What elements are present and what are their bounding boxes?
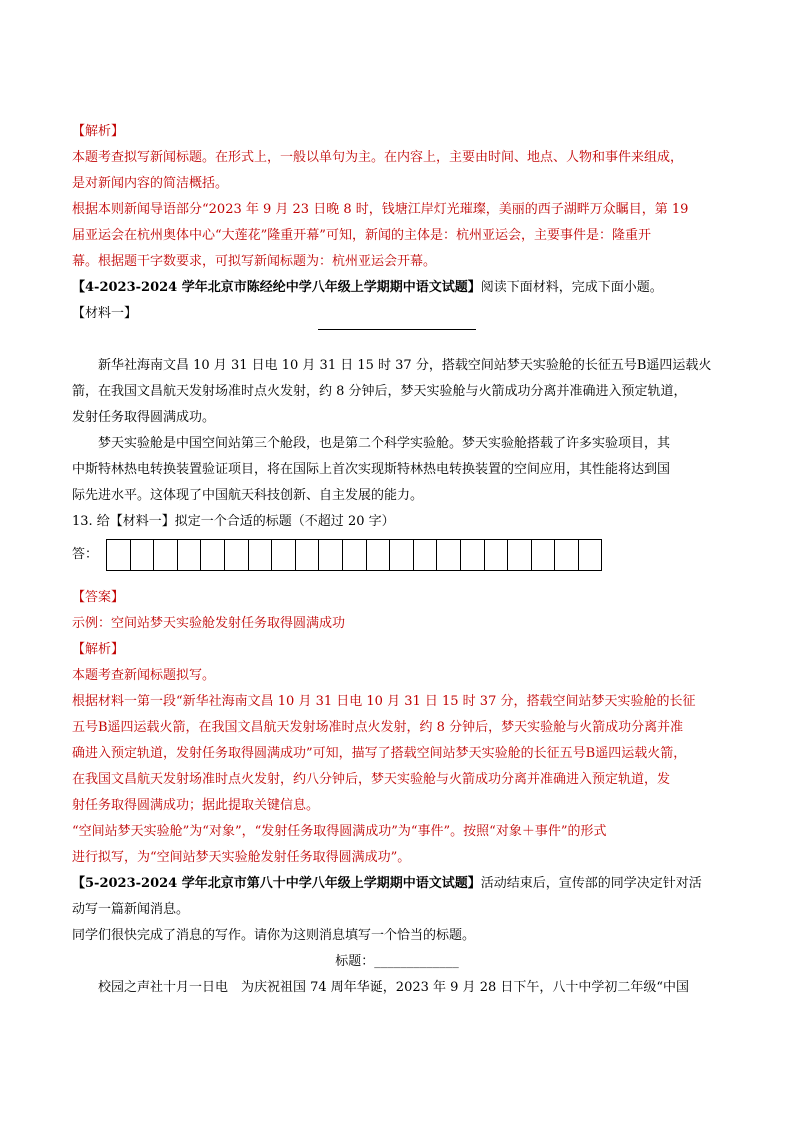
material-paragraph-line: 际先进水平。这体现了中国航天科技创新、自主发展的能力。 xyxy=(72,488,424,503)
material-paragraph-line: 梦天实验舱是中国空间站第三个舱段，也是第二个科学实验舱。梦天实验舱搭载了许多实验项目，其 xyxy=(98,436,671,451)
analysis-heading: 【解析】 xyxy=(72,124,125,139)
question-prompt-line: 同学们很快完成了消息的写作。请你为这则消息填写一个恰当的标题。 xyxy=(72,928,476,943)
title-blank-line xyxy=(318,329,476,330)
answer-box[interactable] xyxy=(200,539,225,571)
answer-box[interactable] xyxy=(271,539,296,571)
answer-box[interactable] xyxy=(484,539,509,571)
answer-box[interactable] xyxy=(531,539,556,571)
news-body-line: 校园之声社十月一日电 为庆祝祖国 74 周年华诞，2023 年 9 月 28 日下午，八十中学初二年级“中国 xyxy=(98,980,690,995)
material-paragraph-line: 新华社海南文昌 10 月 31 日电 10 月 31 日 15 时 37 分，搭载空间站梦天实验舱的长征五号B遥四运载火 xyxy=(98,358,712,373)
analysis-line: 在我国文昌航天发射场准时点火发射，约八分钟后，梦天实验舱与火箭成功分离并准确进入预定轨道，发 xyxy=(72,772,671,787)
analysis-line: 根据本则新闻导语部分“2023 年 9 月 23 日晚 8 时，钱塘江岸灯光璀璨，美丽的西子湖畔万众瞩目，第 19 xyxy=(72,202,689,217)
analysis-line: 根据材料一第一段“新华社海南文昌 10 月 31 日电 10 月 31 日 15 时 37 分，搭载空间站梦天实验舱的长征 xyxy=(72,694,696,709)
analysis-heading: 【解析】 xyxy=(72,642,125,657)
answer-box[interactable] xyxy=(224,539,249,571)
answer-box[interactable] xyxy=(413,539,438,571)
analysis-line: 射任务取得圆满成功；据此提取关键信息。 xyxy=(72,798,320,813)
answer-box[interactable] xyxy=(295,539,320,571)
title-field[interactable]: 标题：_____________ xyxy=(335,954,459,969)
answer-box[interactable] xyxy=(507,539,532,571)
answer-box[interactable] xyxy=(153,539,178,571)
analysis-line: “空间站梦天实验舱”为“对象”，“发射任务取得圆满成功”为“事件”。按照“对象＋事件”的形式 xyxy=(72,824,607,839)
answer-box[interactable] xyxy=(389,539,414,571)
answer-box[interactable] xyxy=(366,539,391,571)
analysis-line: 进行拟写，为“空间站梦天实验舱发射任务取得圆满成功”。 xyxy=(72,850,411,865)
answer-grid[interactable] xyxy=(106,539,602,571)
answer-box[interactable] xyxy=(578,539,603,571)
answer-box[interactable] xyxy=(318,539,343,571)
answer-row xyxy=(72,538,602,572)
question-source-5 xyxy=(72,874,702,894)
question-prompt-line: 动写一篇新闻消息。 xyxy=(72,902,190,917)
answer-box[interactable] xyxy=(460,539,485,571)
answer-label: 答： xyxy=(72,547,99,562)
answer-box[interactable] xyxy=(342,539,367,571)
material-paragraph-line: 箭，在我国文昌航天发射场准时点火发射，约 8 分钟后，梦天实验舱与火箭成功分离并准确进入预定轨道， xyxy=(72,384,687,399)
analysis-line: 幕。根据题干字数要求，可拟写新闻标题为：杭州亚运会开幕。 xyxy=(72,254,437,269)
question-prompt: 阅读下面材料，完成下面小题。 xyxy=(480,280,663,295)
material-label: 【材料一】 xyxy=(72,306,138,321)
answer-box[interactable] xyxy=(177,539,202,571)
analysis-line: 届亚运会在杭州奥体中心“大莲花”隆重开幕”可知，新闻的主体是：杭州亚运会，主要事件是：隆重开 xyxy=(72,228,651,243)
source-label: 【5-2023-2024 学年北京市第八十中学八年级上学期期中语文试题】 xyxy=(72,876,481,891)
analysis-line: 是对新闻内容的简洁概括。 xyxy=(72,176,229,191)
answer-box[interactable] xyxy=(130,539,155,571)
analysis-line: 本题考查拟写新闻标题。在形式上，一般以单句为主。在内容上，主要由时间、地点、人物和事件来组成， xyxy=(72,150,684,165)
answer-heading: 【答案】 xyxy=(72,590,125,605)
analysis-line: 五号B遥四运载火箭，在我国文昌航天发射场准时点火发射，约 8 分钟后，梦天实验舱与火箭成功分离并准 xyxy=(72,720,684,735)
question-source-4 xyxy=(72,278,663,298)
question-prompt: 活动结束后，宣传部的同学决定针对活 xyxy=(480,876,702,891)
answer-box[interactable] xyxy=(436,539,461,571)
question-13: 13. 给【材料一】拟定一个合适的标题（不超过 20 字） xyxy=(72,514,395,529)
analysis-line: 本题考查新闻标题拟写。 xyxy=(72,668,216,683)
answer-box[interactable] xyxy=(248,539,273,571)
answer-box[interactable] xyxy=(106,539,131,571)
source-label: 【4-2023-2024 学年北京市陈经纶中学八年级上学期期中语文试题】 xyxy=(72,280,481,295)
analysis-line: 确进入预定轨道，发射任务取得圆满成功”可知，描写了搭载空间站梦天实验舱的长征五号B遥四运载火箭， xyxy=(72,746,687,761)
answer-box[interactable] xyxy=(554,539,579,571)
material-paragraph-line: 中斯特林热电转换装置验证项目，将在国际上首次实现斯特林热电转换装置的空间应用，其性能将达到国 xyxy=(72,462,671,477)
answer-text: 示例：空间站梦天实验舱发射任务取得圆满成功 xyxy=(72,616,346,631)
material-paragraph-line: 发射任务取得圆满成功。 xyxy=(72,410,216,425)
